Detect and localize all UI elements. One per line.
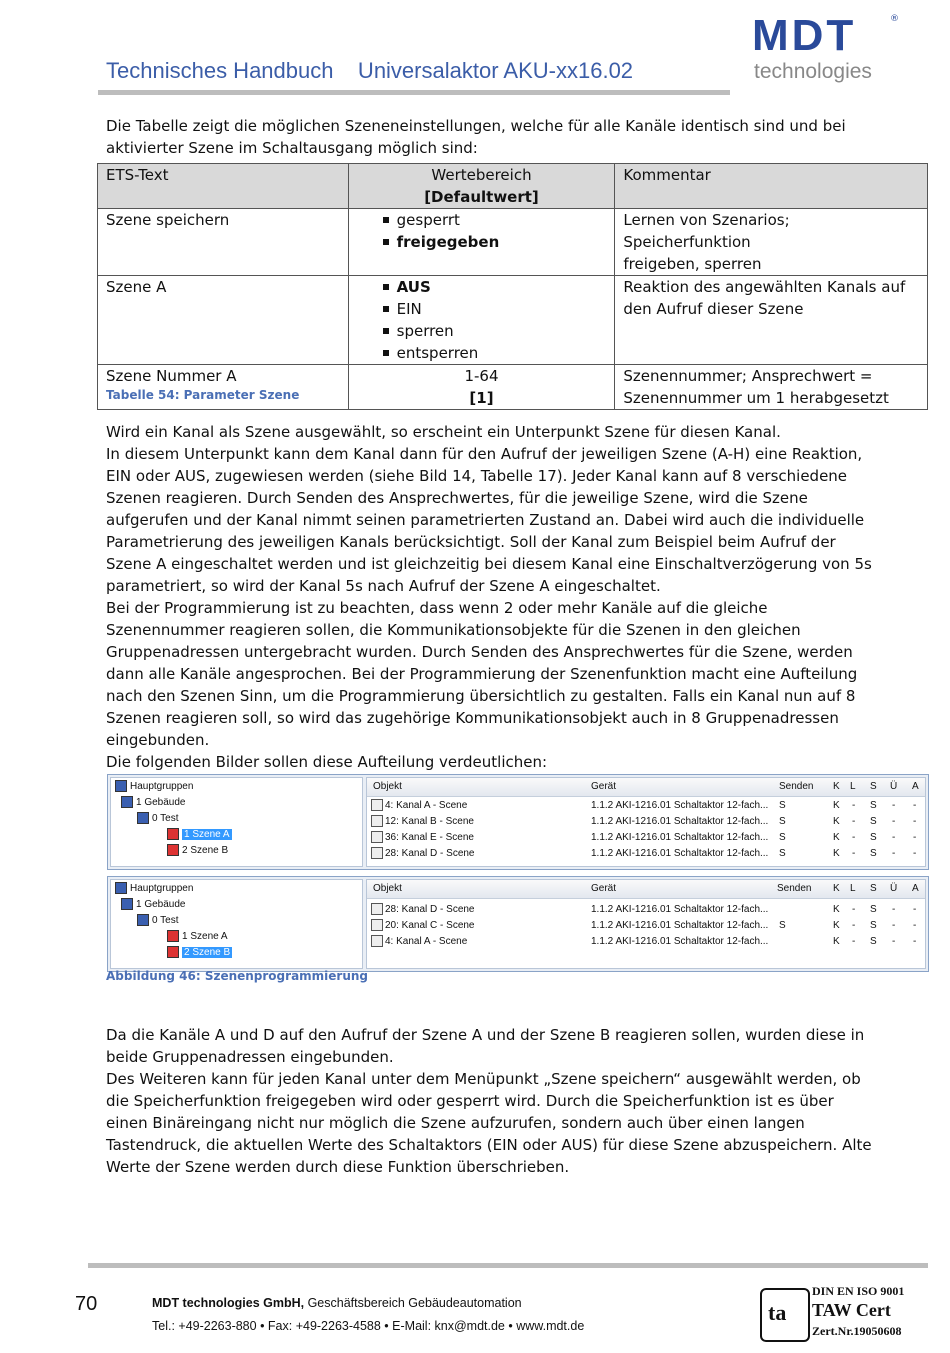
- col-ue[interactable]: Ü: [890, 781, 898, 792]
- footer-company: [152, 1296, 522, 1310]
- value-option: sperren: [397, 320, 607, 342]
- body-line: Szenen reagieren. Durch Senden des Ansprechwertes, für die jeweilige Szene, wird die Szene: [106, 489, 808, 507]
- body-line: Szenennummer reagieren sollen, die Kommunikationsobjekte für die Szenen in den gleichen: [106, 621, 801, 639]
- value-option-default: freigegeben: [397, 231, 607, 253]
- group-address-icon: [167, 844, 179, 856]
- col-senden[interactable]: Senden: [779, 781, 814, 792]
- body-line: aufgerufen und der Kanal nimmt seinen parametrierten Zustand an. Dabei wird auch die individuelle: [106, 511, 865, 529]
- tree-node[interactable]: Hauptgruppen: [115, 780, 193, 794]
- header-value-range-label: Wertebereich: [431, 166, 532, 184]
- body-line: Werte der Szene werden durch diese Funktion überschrieben.: [106, 1158, 570, 1176]
- tree-node[interactable]: 2 Szene B: [167, 844, 228, 858]
- figure-caption: Abbildung 46: Szenenprogrammierung: [106, 969, 369, 983]
- logo-main-text: MDT: [752, 11, 857, 60]
- group-icon: [121, 796, 133, 808]
- value-cell: [348, 209, 615, 276]
- list-header: [367, 880, 925, 899]
- comment-line: Reaktion des angewählten Kanals auf: [623, 278, 906, 296]
- footer-rule: [88, 1263, 928, 1268]
- col-s[interactable]: S: [870, 883, 877, 894]
- ets-cell: Szene Nummer A: [98, 365, 349, 410]
- body-line: Da die Kanäle A und D auf den Aufruf der Szene A und der Szene B reagieren sollen, wurden diese in: [106, 1026, 865, 1044]
- group-icon: [115, 780, 127, 792]
- table-row: [98, 276, 928, 365]
- tree-node[interactable]: Hauptgruppen: [115, 882, 193, 896]
- page-number: 70: [75, 1293, 98, 1315]
- comment-cell: [615, 365, 928, 410]
- object-icon: [371, 847, 383, 859]
- group-tree: [110, 879, 363, 969]
- comment-line: Lernen von Szenarios; Speicherfunktion: [623, 211, 790, 251]
- comment-line: Szenennummer um 1 herabgesetzt: [623, 389, 889, 407]
- value-default: [1]: [469, 389, 494, 407]
- body-line: Szene A eingeschaltet werden und ist gleichzeitig bei diesem Kanal eine Einschaltverzögerung von 5s: [106, 555, 872, 573]
- object-icon: [371, 935, 383, 947]
- object-icon: [371, 903, 383, 915]
- group-icon: [121, 898, 133, 910]
- object-icon: [371, 831, 383, 843]
- header-value-range: [348, 164, 615, 209]
- col-geraet[interactable]: Gerät: [591, 883, 617, 894]
- tree-node-selected[interactable]: 1 Szene A: [167, 828, 232, 842]
- body-line: Bei der Programmierung ist zu beachten, dass wenn 2 oder mehr Kanäle auf die gleiche: [106, 599, 768, 617]
- body-line: eingebunden.: [106, 731, 210, 749]
- body-line: Gruppenadressen untergebracht wurden. Durch Senden des Ansprechwertes für die Szene, werden: [106, 643, 853, 661]
- taw-logo-icon: ta: [760, 1288, 810, 1342]
- group-icon: [115, 882, 127, 894]
- col-k[interactable]: K: [833, 781, 840, 792]
- group-icon: [137, 914, 149, 926]
- value-option: entsperren: [397, 342, 607, 364]
- table-caption: Tabelle 54: Parameter Szene: [106, 388, 300, 402]
- object-list: Objekt Gerät Senden K L S Ü A 28: Kanal D - Scene 1.1.2 AKI-1216.01 Schaltaktor 12-fach... K - S - - 20: Kanal C - Scene 1.1.2 AKI-1216.01 Schaltaktor 12-fach... S K - S - - 4: Kanal A - Scene 1.1.2 AKI-1216.01 Schaltaktor 12-fach... K - S - -: [366, 879, 926, 969]
- body-paragraph-2: [106, 1024, 876, 1178]
- col-objekt[interactable]: Objekt: [373, 781, 402, 792]
- header-rule: [98, 90, 730, 95]
- cert-number: Zert.Nr.19050608: [812, 1324, 902, 1338]
- group-address-icon: [167, 946, 179, 958]
- group-address-icon: [167, 930, 179, 942]
- group-address-icon: [167, 828, 179, 840]
- company-name: MDT technologies GmbH,: [152, 1296, 305, 1310]
- list-header: [367, 778, 925, 797]
- cert-issuer: TAW Cert: [812, 1300, 891, 1320]
- group-tree: [110, 777, 363, 867]
- body-line: EIN oder AUS, zugewiesen werden (siehe Bild 14, Tabelle 17). Jeder Kanal kann auf 8 verschiedene: [106, 467, 848, 485]
- comment-line: Szenennummer; Ansprechwert =: [623, 367, 873, 385]
- company-division: Geschäftsbereich Gebäudeautomation: [304, 1296, 522, 1310]
- body-line: einen Binäreingang nicht nur möglich die Szene aufzurufen, sondern auch über einen langen: [106, 1114, 805, 1132]
- header-default-label: [Defaultwert]: [424, 188, 539, 206]
- ets-cell: Szene speichern: [98, 209, 349, 276]
- ets-screenshot-2: [107, 876, 929, 972]
- body-line: Szenen reagieren soll, so wird das zugehörige Kommunikationsobjekt auch in 8 Gruppenadressen: [106, 709, 839, 727]
- object-list: Objekt Gerät Senden K L S Ü A 4: Kanal A - Scene 1.1.2 AKI-1216.01 Schaltaktor 12-fach... S K - S - - 12: Kanal B - Scene 1.1.2 AKI-1216.01 Schaltaktor 12-fach... S K - S - - 36: Kanal E - Scene 1.1.2 AKI-1216.01 Schaltaktor 12-fach... S K - S - - 28: Kanal D - Scene 1.1.2 AKI-1216.01 Schaltaktor 12-fach... S K - S - -: [366, 777, 926, 867]
- tree-node-selected[interactable]: 2 Szene B: [167, 946, 232, 960]
- col-ue[interactable]: Ü: [890, 883, 898, 894]
- cert-standard: DIN EN ISO 9001: [812, 1284, 905, 1298]
- intro-line: aktivierter Szene im Schaltausgang möglich sind:: [106, 139, 478, 157]
- ets-cell: Szene A: [98, 276, 349, 365]
- body-line: In diesem Unterpunkt kann dem Kanal dann für den Aufruf der jeweiligen Szene (A-H) eine Reaktion,: [106, 445, 863, 463]
- body-paragraph-1: [106, 421, 876, 773]
- tree-node[interactable]: 1 Gebäude: [121, 898, 186, 912]
- comment-line: freigeben, sperren: [623, 255, 762, 273]
- body-line: Des Weiteren kann für jeden Kanal unter dem Menüpunkt „Szene speichern“ ausgewählt werden, ob: [106, 1070, 861, 1088]
- logo-sub-text: technologies: [754, 60, 872, 83]
- value-option: EIN: [397, 298, 607, 320]
- value-cell: [348, 276, 615, 365]
- object-icon: [371, 799, 383, 811]
- value-option: gesperrt: [397, 209, 607, 231]
- tree-node[interactable]: 0 Test: [137, 812, 179, 826]
- value-option-default: AUS: [397, 276, 607, 298]
- footer-contact: Tel.: +49-2263-880 • Fax: +49-2263-4588 • E-Mail: knx@mdt.de • www.mdt.de: [152, 1319, 585, 1333]
- col-l[interactable]: L: [850, 883, 856, 894]
- body-line: Die folgenden Bilder sollen diese Aufteilung verdeutlichen:: [106, 753, 548, 771]
- header-ets-text: ETS-Text: [98, 164, 349, 209]
- header-comment: Kommentar: [615, 164, 928, 209]
- col-k[interactable]: K: [833, 883, 840, 894]
- intro-line: Die Tabelle zeigt die möglichen Szeneneinstellungen, welche für alle Kanäle identisch sind und bei: [106, 117, 846, 135]
- col-senden[interactable]: Senden: [777, 883, 812, 894]
- col-a[interactable]: A: [912, 883, 919, 894]
- value-cell: [348, 365, 615, 410]
- object-icon: [371, 815, 383, 827]
- parameter-table: [97, 163, 928, 410]
- body-line: die Speicherfunktion freigegeben wird oder gesperrt wird. Durch die Speicherfunktion ist es über: [106, 1092, 834, 1110]
- intro-paragraph: [106, 115, 876, 159]
- table-row: [98, 209, 928, 276]
- comment-line: den Aufruf dieser Szene: [623, 300, 804, 318]
- tree-node[interactable]: 0 Test: [137, 914, 179, 928]
- object-icon: [371, 919, 383, 931]
- group-icon: [137, 812, 149, 824]
- body-line: beide Gruppenadressen eingebunden.: [106, 1048, 394, 1066]
- col-objekt[interactable]: Objekt: [373, 883, 402, 894]
- tree-node[interactable]: 1 Gebäude: [121, 796, 186, 810]
- value-range: 1-64: [464, 367, 499, 385]
- body-line: nach den Szenen Sinn, um die Programmierung übersichtlich zu gestalten. Falls ein Kanal nun auf 8: [106, 687, 856, 705]
- logo-registered-mark: ®: [890, 14, 899, 24]
- body-line: Parametrierung des jeweiligen Kanals berücksichtigt. Soll der Kanal zum Beispiel beim Aufruf der: [106, 533, 836, 551]
- col-l[interactable]: L: [850, 781, 856, 792]
- body-line: parametriert, so wird der Kanal 5s nach Aufruf der Szene A eingeschaltet.: [106, 577, 661, 595]
- ets-screenshot-1: [107, 774, 929, 870]
- document-title: Technisches Handbuch Universalaktor AKU-xx16.02: [106, 58, 634, 83]
- col-s[interactable]: S: [870, 781, 877, 792]
- table-header-row: [98, 164, 928, 209]
- tree-node[interactable]: 1 Szene A: [167, 930, 228, 944]
- col-a[interactable]: A: [912, 781, 919, 792]
- comment-cell: [615, 276, 928, 365]
- table-row: [98, 365, 928, 410]
- col-geraet[interactable]: Gerät: [591, 781, 617, 792]
- body-line: Tastendruck, die aktuellen Werte des Schaltaktors (EIN oder AUS) für diese Szene abzuspeichern. Alte: [106, 1136, 872, 1154]
- certification-badge: [760, 1284, 930, 1344]
- mdt-logo: [752, 11, 902, 86]
- body-line: dann alle Kanäle angesprochen. Bei der Programmierung der Szenenfunktion macht eine Aufteilung: [106, 665, 858, 683]
- comment-cell: [615, 209, 928, 276]
- body-line: Wird ein Kanal als Szene ausgewählt, so erscheint ein Unterpunkt Szene für diesen Kanal.: [106, 423, 781, 441]
